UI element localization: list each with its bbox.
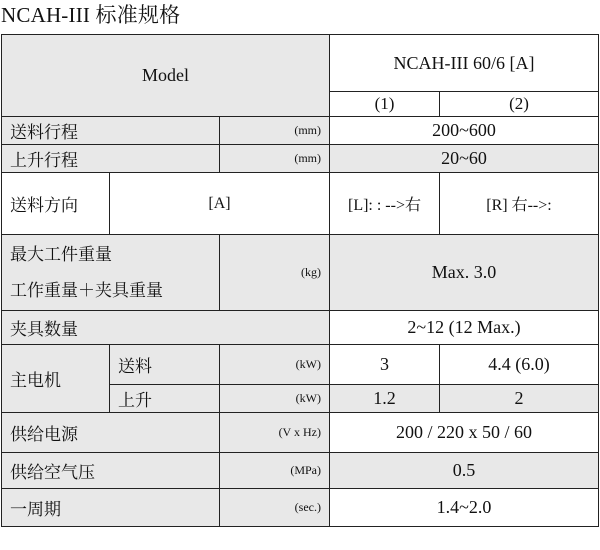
main-motor-feed-label: 送料 bbox=[110, 345, 220, 385]
max-weight-value: Max. 3.0 bbox=[330, 235, 599, 311]
main-motor-lift-value-2: 2 bbox=[440, 385, 599, 413]
spec-table bbox=[1, 34, 599, 527]
page-title: NCAH-III 标准规格 bbox=[1, 3, 181, 27]
fixture-count-label: 夹具数量 bbox=[2, 311, 330, 345]
cycle-label: 一周期 bbox=[2, 489, 220, 527]
main-motor-feed-value-1: 3 bbox=[330, 345, 440, 385]
sub-header-2: (2) bbox=[440, 92, 599, 117]
max-weight-label bbox=[2, 235, 220, 311]
lift-stroke-value: 20~60 bbox=[330, 145, 599, 173]
cycle-unit: (sec.) bbox=[220, 489, 330, 527]
power-supply-value: 200 / 220 x 50 / 60 bbox=[330, 413, 599, 453]
feed-stroke-value: 200~600 bbox=[330, 117, 599, 145]
max-weight-label-line2: 工作重量＋夹具重量 bbox=[10, 280, 163, 301]
lift-stroke-label: 上升行程 bbox=[2, 145, 220, 173]
feed-direction-code: [A] bbox=[110, 173, 330, 235]
main-motor-lift-unit: (kW) bbox=[220, 385, 330, 413]
model-header: Model bbox=[2, 35, 330, 117]
max-weight-label-line1: 最大工件重量 bbox=[10, 244, 112, 265]
lift-stroke-unit: (mm) bbox=[220, 145, 330, 173]
power-supply-label: 供给电源 bbox=[2, 413, 220, 453]
feed-direction-value-2: [R] 右-->: bbox=[440, 173, 599, 235]
main-motor-feed-unit: (kW) bbox=[220, 345, 330, 385]
power-supply-unit: (V x Hz) bbox=[220, 413, 330, 453]
spec-model-header: NCAH-III 60/6 [A] bbox=[330, 35, 599, 92]
feed-direction-value-1: [L]: : -->右 bbox=[330, 173, 440, 235]
air-pressure-label: 供给空气压 bbox=[2, 453, 220, 489]
main-motor-lift-label: 上升 bbox=[110, 385, 220, 413]
main-motor-lift-value-1: 1.2 bbox=[330, 385, 440, 413]
air-pressure-value: 0.5 bbox=[330, 453, 599, 489]
fixture-count-value: 2~12 (12 Max.) bbox=[330, 311, 599, 345]
feed-direction-label: 送料方向 bbox=[2, 173, 110, 235]
cycle-value: 1.4~2.0 bbox=[330, 489, 599, 527]
feed-stroke-label: 送料行程 bbox=[2, 117, 220, 145]
air-pressure-unit: (MPa) bbox=[220, 453, 330, 489]
feed-stroke-unit: (mm) bbox=[220, 117, 330, 145]
sub-header-1: (1) bbox=[330, 92, 440, 117]
max-weight-unit: (kg) bbox=[220, 235, 330, 311]
main-motor-label: 主电机 bbox=[2, 345, 110, 413]
main-motor-feed-value-2: 4.4 (6.0) bbox=[440, 345, 599, 385]
